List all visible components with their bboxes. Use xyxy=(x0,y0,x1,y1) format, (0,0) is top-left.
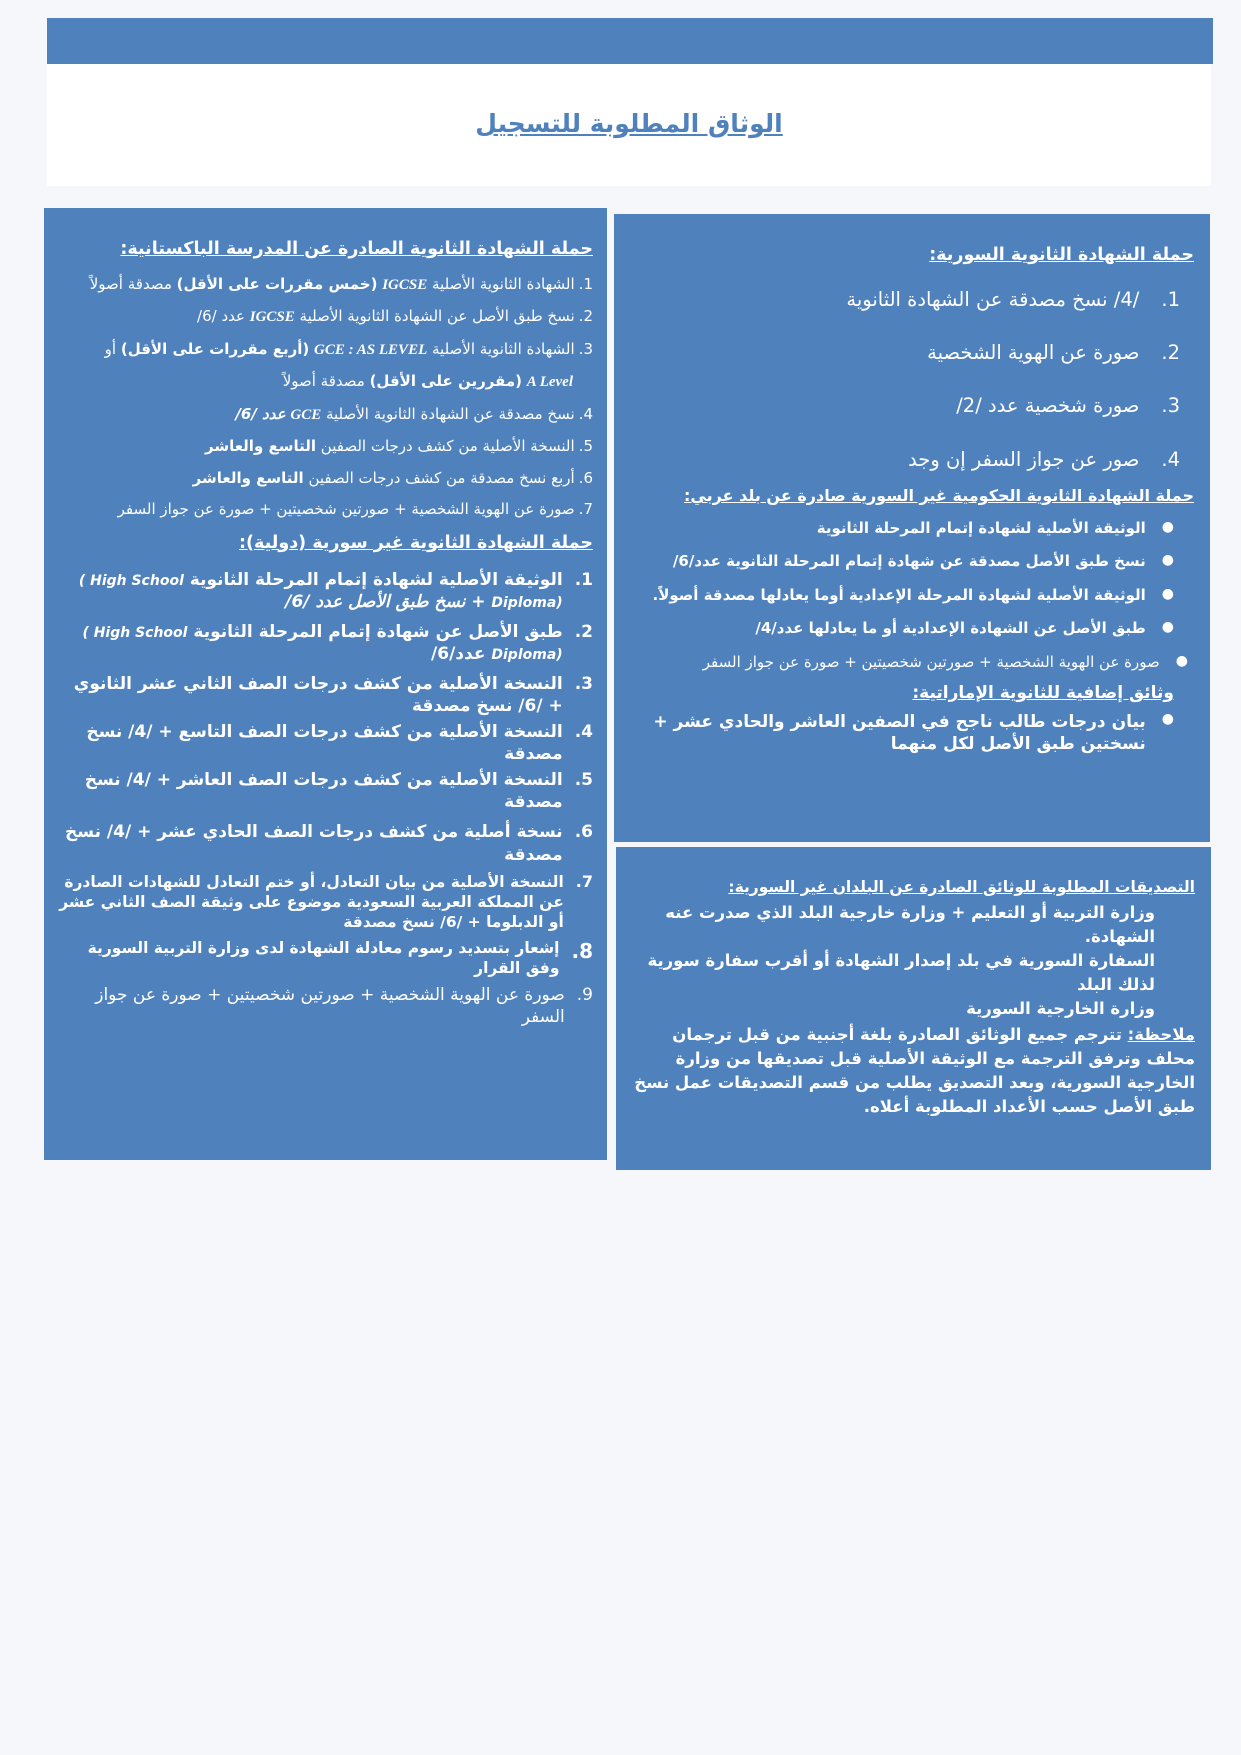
item-tail: + نسخ طبق الأصل عدد /6/ xyxy=(285,591,486,612)
list-item xyxy=(58,372,593,393)
item-number: 8. xyxy=(571,939,593,964)
bullet-icon: ● xyxy=(1161,585,1174,602)
item-tail: عدد /6/ xyxy=(197,307,245,326)
list-item xyxy=(628,653,1194,673)
item-text: الشهادة الثانوية الأصلية xyxy=(432,274,575,293)
item-text: النسخة الأصلية من كشف درجات الصف العاشر + /4/ نسخ مصدقة xyxy=(84,770,563,813)
list-item xyxy=(58,307,593,328)
item-number: 9. xyxy=(576,985,593,1006)
item-text: صورة عن الهوية الشخصية + صورتين شخصيتين + صورة عن جواز السفر xyxy=(117,500,575,519)
list-item xyxy=(628,340,1194,365)
item-bold: (مقررين على الأقل) xyxy=(369,372,522,391)
item-text: النسخة الأصلية من بيان التعادل، أو ختم التعادل للشهادات الصادرة عن المملكة العربية السعودية موضوع على وثيقة الصف الثاني عشر أو الدبلوما + /6/ نسخ مصدقة xyxy=(59,872,564,931)
item-text: الوثيقة الأصلية لشهادة إتمام المرحلة الثانوية xyxy=(189,569,563,590)
item-text: صورة شخصية عدد /2/ xyxy=(956,394,1140,418)
item-text: إشعار بتسديد رسوم معادلة الشهادة لدى وزارة التربية السورية وفق القرار xyxy=(87,939,560,978)
item-number: 1. xyxy=(1161,287,1180,311)
item-number: 1. xyxy=(574,569,593,590)
list-item xyxy=(58,500,593,520)
list-item xyxy=(58,821,593,865)
list-item xyxy=(628,447,1194,472)
list-item xyxy=(58,437,593,457)
list-item xyxy=(58,569,593,613)
note-text: تترجم جميع الوثائق الصادرة بلغة أجنبية من قبل ترجمان محلف وترفق الترجمة مع الوثيقة الأصلية قبل تصديقها من وزارة الخارجية السورية، وبعد التصديق يطلب من قسم التصديقات عمل نسخ طبق الأصل حسب الأعداد المطلوبة أعلاه. xyxy=(634,1024,1195,1116)
item-bold: التاسع والعاشر xyxy=(192,468,304,487)
emirates-list xyxy=(628,711,1194,755)
item-latin: GCE xyxy=(290,406,322,423)
item-text: نسخة أصلية من كشف درجات الصف الحادي عشر + /4/ نسخ مصدقة xyxy=(65,822,563,865)
bullet-icon: ● xyxy=(1175,652,1188,669)
item-text: نسخ طبق الأصل عن الشهادة الثانوية الأصلية xyxy=(299,307,575,326)
list-item xyxy=(58,469,593,489)
pakistani-heading: حملة الشهادة الثانوية الصادرة عن المدرسة الباكستانية: xyxy=(120,239,593,259)
header-bar xyxy=(47,18,1213,64)
list-item xyxy=(58,621,593,665)
list-item xyxy=(58,721,593,765)
syrian-list xyxy=(628,287,1194,472)
item-text: صورة عن الهوية الشخصية xyxy=(927,341,1140,365)
item-bold: (خمس مقررات على الأقل) xyxy=(176,274,378,293)
international-heading: حملة الشهادة الثانوية غير سورية (دولية): xyxy=(239,532,593,553)
item-number: 3. xyxy=(578,339,593,358)
note-paragraph xyxy=(630,1023,1195,1119)
list-item xyxy=(628,586,1194,606)
attestations-heading: التصديقات المطلوبة للوثائق الصادرة عن البلدان غير السورية: xyxy=(728,878,1195,896)
list-item xyxy=(58,340,593,361)
right-bottom-panel xyxy=(616,847,1211,1170)
item-text: صورة عن الهوية الشخصية + صورتين شخصيتين + صورة عن جواز السفر xyxy=(702,652,1160,671)
list-item xyxy=(628,552,1194,572)
bullet-icon: ● xyxy=(1161,552,1174,569)
title-box xyxy=(47,64,1211,186)
item-number: 2. xyxy=(1161,341,1180,365)
list-item xyxy=(58,673,593,717)
bullet-icon: ● xyxy=(1161,710,1174,727)
list-item xyxy=(58,872,593,932)
item-text: صور عن جواز السفر إن وجد xyxy=(908,447,1140,471)
attestation-line: وزارة التربية أو التعليم + وزارة خارجية البلد الذي صدرت عنه الشهادة. xyxy=(665,903,1155,947)
bullet-icon: ● xyxy=(1161,518,1174,535)
item-text: النسخة الأصلية من كشف درجات الصفين xyxy=(320,437,575,456)
list-item xyxy=(58,938,593,978)
item-number: 1. xyxy=(578,274,593,293)
item-number: 5. xyxy=(578,437,593,456)
left-panel xyxy=(44,208,607,1160)
item-text: الوثيقة الأصلية لشهادة المرحلة الإعدادية أوما يعادلها مصدقة أصولاً. xyxy=(652,585,1146,604)
list-item xyxy=(628,287,1194,312)
item-number: 7. xyxy=(575,871,593,891)
list-item xyxy=(58,405,593,426)
item-latin: GCE : AS LEVEL xyxy=(314,341,428,358)
arab-country-list xyxy=(628,519,1194,673)
list-item xyxy=(58,275,593,296)
item-bold: عدد /6/ xyxy=(235,404,286,423)
item-latin: ( High School Diploma) xyxy=(82,624,563,663)
item-number: 3. xyxy=(574,673,593,694)
item-text: نسخ مصدقة عن الشهادة الثانوية الأصلية xyxy=(325,404,575,423)
item-text: النسخة الأصلية من كشف درجات الصف الثاني عشر الثانوي + /6/ نسخ مصدقة xyxy=(73,673,563,716)
item-number: 4. xyxy=(578,404,593,423)
item-text: صورة عن الهوية الشخصية + صورتين شخصيتين + صورة عن جواز السفر xyxy=(95,985,565,1028)
item-text: الشهادة الثانوية الأصلية xyxy=(432,339,575,358)
item-text: أربع نسخ مصدقة من كشف درجات الصفين xyxy=(308,468,575,487)
item-number: 3. xyxy=(1161,394,1180,418)
item-bold: (أربع مقررات على الأقل) xyxy=(120,339,310,358)
item-number: 6. xyxy=(578,468,593,487)
pakistani-list xyxy=(58,275,593,520)
list-item xyxy=(58,984,593,1028)
list-item xyxy=(58,769,593,813)
item-number: 6. xyxy=(574,822,593,843)
emirates-heading: وثائق إضافية للثانوية الإماراتية: xyxy=(912,683,1174,704)
item-number: 7. xyxy=(578,500,593,519)
item-latin: ( High School Diploma) xyxy=(78,572,563,611)
item-number: 2. xyxy=(578,307,593,326)
item-number: 4. xyxy=(1161,447,1180,471)
item-text: /4/ نسخ مصدقة عن الشهادة الثانوية xyxy=(846,287,1140,311)
list-item xyxy=(628,619,1194,639)
attestation-line: وزارة الخارجية السورية xyxy=(966,998,1155,1018)
item-tail: مصدقة أصولاً xyxy=(282,372,365,391)
arab-country-heading: حملة الشهادة الثانوية الحكومية غير السورية صادرة عن بلد عربي: xyxy=(684,486,1194,506)
international-list xyxy=(58,569,593,1029)
item-text: الوثيقة الأصلية لشهادة إتمام المرحلة الثانوية xyxy=(816,518,1146,537)
attestation-lines xyxy=(630,901,1195,1021)
bullet-icon: ● xyxy=(1161,619,1174,636)
item-number: 5. xyxy=(574,770,593,791)
item-bold: التاسع والعاشر xyxy=(204,437,317,456)
item-text: النسخة الأصلية من كشف درجات الصف التاسع + /4/ نسخ مصدقة xyxy=(86,722,563,765)
note-label: ملاحظة: xyxy=(1127,1024,1195,1044)
syrian-heading: حملة الشهادة الثانوية السورية: xyxy=(929,245,1194,265)
right-top-panel xyxy=(614,214,1210,842)
attestation-line: السفارة السورية في بلد إصدار الشهادة أو أقرب سفارة سورية لذلك البلد xyxy=(647,950,1155,994)
item-text: نسخ طبق الأصل مصدقة عن شهادة إتمام المرحلة الثانوية عدد/6/ xyxy=(672,552,1146,571)
item-tail: عدد/6/ xyxy=(431,643,486,664)
item-text: طبق الأصل عن الشهادة الإعدادية أو ما يعادلها عدد/4/ xyxy=(755,619,1146,638)
list-item xyxy=(628,393,1194,418)
item-tail: أو xyxy=(104,339,117,358)
list-item xyxy=(628,711,1194,755)
list-item xyxy=(628,519,1194,539)
item-text: بيان درجات طالب ناجح في الصفين العاشر والحادي عشر + نسختين طبق الأصل لكل منهما xyxy=(653,711,1146,754)
item-text: طبق الأصل عن شهادة إتمام المرحلة الثانوية xyxy=(193,621,563,642)
item-tail: مصدقة أصولاً xyxy=(89,274,172,293)
item-number: 4. xyxy=(574,722,593,743)
page-title: الوثاق المطلوبة للتسجيل xyxy=(475,109,783,138)
item-latin: A Level xyxy=(526,374,573,391)
item-latin: IGCSE xyxy=(249,309,295,326)
item-number: 2. xyxy=(574,621,593,642)
item-latin: IGCSE xyxy=(382,276,428,293)
